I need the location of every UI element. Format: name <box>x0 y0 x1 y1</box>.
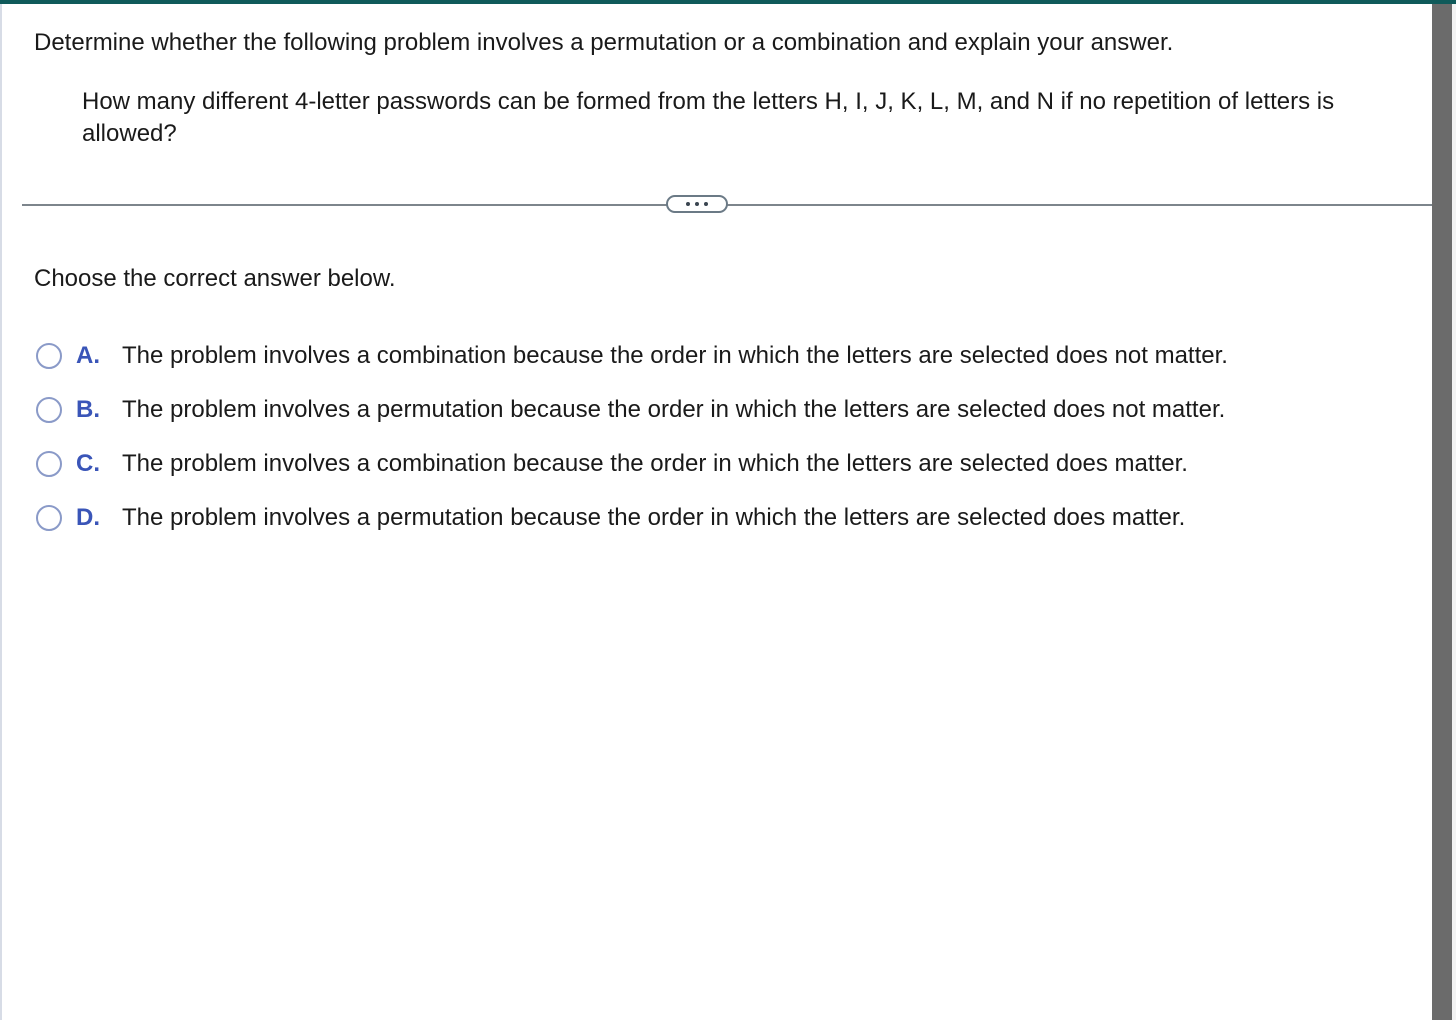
radio-button-d[interactable] <box>36 505 62 531</box>
ellipsis-icon <box>704 202 708 206</box>
ellipsis-icon <box>695 202 699 206</box>
option-a[interactable] <box>36 336 1228 390</box>
question-prompt: Determine whether the following problem involves a permutation or a combination and explain your answer. <box>34 29 1174 56</box>
answer-instruction: Choose the correct answer below. <box>34 265 396 292</box>
option-b[interactable] <box>36 390 1228 444</box>
top-accent-bar <box>0 0 1456 4</box>
option-letter: C. <box>76 450 100 477</box>
radio-button-b[interactable] <box>36 397 62 423</box>
option-letter: A. <box>76 342 100 369</box>
option-text[interactable]: The problem involves a combination because the order in which the letters are selected does not matter. <box>122 342 1228 369</box>
expand-button[interactable] <box>666 195 728 213</box>
option-d[interactable] <box>36 498 1228 552</box>
ellipsis-icon <box>686 202 690 206</box>
option-text[interactable]: The problem involves a permutation because the order in which the letters are selected does matter. <box>122 504 1186 531</box>
scrollbar-edge <box>1452 4 1456 1020</box>
answer-options <box>36 336 1228 552</box>
left-border <box>0 4 2 1020</box>
option-letter: D. <box>76 504 100 531</box>
radio-button-c[interactable] <box>36 451 62 477</box>
option-letter: B. <box>76 396 100 423</box>
option-text[interactable]: The problem involves a permutation because the order in which the letters are selected does not matter. <box>122 396 1226 423</box>
vertical-scrollbar[interactable] <box>1432 4 1452 1020</box>
option-c[interactable] <box>36 444 1228 498</box>
problem-statement: How many different 4-letter passwords can be formed from the letters H, I, J, K, L, M, and N if no repetition of letters is allowed? <box>82 88 1335 147</box>
option-text[interactable]: The problem involves a combination because the order in which the letters are selected does matter. <box>122 450 1188 477</box>
radio-button-a[interactable] <box>36 343 62 369</box>
